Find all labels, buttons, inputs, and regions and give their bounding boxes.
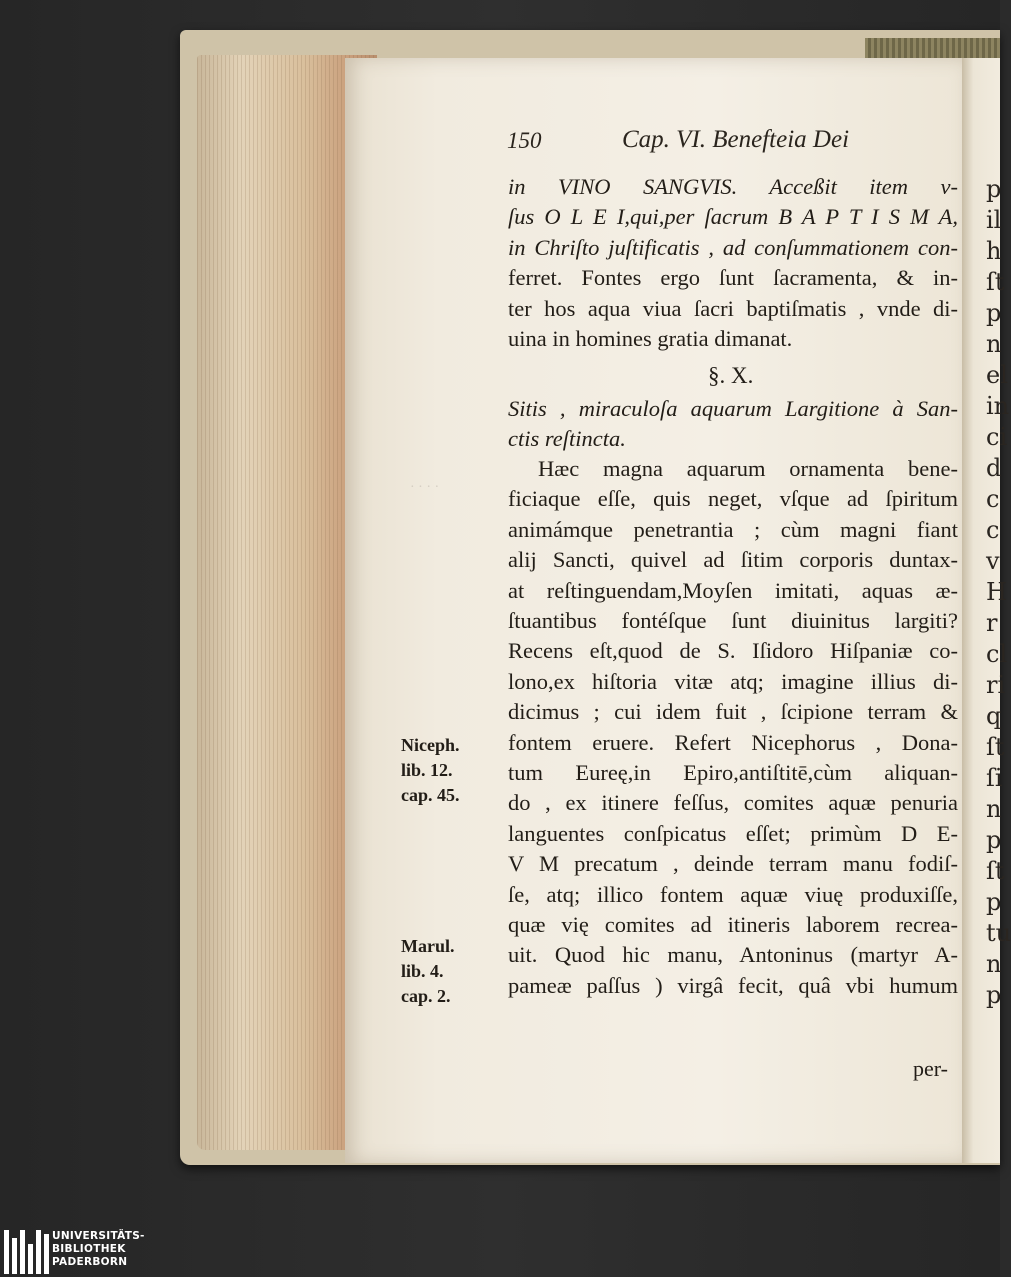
adjacent-page-char: p [986, 299, 1002, 327]
text-line: ferret. Fontes ergo ſunt ſacramenta, & in- [508, 265, 958, 291]
section-mark: §. X. [708, 363, 754, 388]
adjacent-page-char: c [986, 516, 1000, 544]
logo-text [52, 1230, 145, 1269]
text-line: in VINO SANGVIS. Acceßit item v- [508, 174, 958, 199]
adjacent-page-char: el [986, 361, 1008, 389]
adjacent-page-char: H [986, 578, 1007, 606]
page-number: 150 [507, 128, 542, 153]
adjacent-page-char: il [986, 206, 1002, 234]
text-line: languentes conſpicatus eſſet; primùm D E- [508, 820, 958, 846]
text-line: tum Eureę,in Epiro,antiſtitē,cùm aliquan- [508, 760, 958, 785]
text-line: Hæc magna aquarum ornamenta bene- [538, 456, 958, 481]
text-line: ter hos aqua viua ſacri baptiſmatis , vnde di- [508, 295, 958, 321]
text-line: lono,ex hiſtoria vitæ atq; imagine illius di- [508, 668, 958, 694]
adjacent-page-char: v [986, 547, 1000, 575]
adjacent-page-char: ri [986, 671, 1006, 699]
margin-note-line: Marul. [401, 936, 455, 956]
adjacent-page-char: c [986, 485, 1000, 513]
text-line: ctis reſtincta. [508, 426, 626, 452]
adjacent-page-char: n [986, 795, 1002, 823]
text-line: quæ vię comites ad itineris laborem recrea- [508, 912, 958, 937]
margin-note-line: lib. 12. [401, 760, 453, 780]
margin-note-line: cap. 2. [401, 986, 451, 1006]
text-line: uina in homines gratia dimanat. [508, 326, 793, 351]
adjacent-page-char: ſt [986, 268, 1005, 296]
adjacent-page-char: p [986, 826, 1002, 854]
adjacent-page-char: r [986, 609, 998, 637]
margin-note-line: Niceph. [401, 735, 460, 755]
margin-note-nicephorus [401, 733, 460, 808]
adjacent-page-char: h [986, 237, 1002, 265]
text-line: Sitis , miraculoſa aquarum Largitione à San- [508, 396, 958, 421]
text-line: pameæ paſſus ) virgâ fecit, quâ vbi humum [508, 972, 958, 998]
margin-note-line: cap. 45. [401, 785, 460, 805]
text-line: alij Sancti, quivel ad ſitim corporis duntax- [508, 547, 958, 573]
margin-note-line: lib. 4. [401, 961, 444, 981]
text-line: ſtuantibus fontéſque ſunt diuinitus largiti? [508, 608, 958, 633]
show-through-text: · · · · [410, 480, 440, 495]
adjacent-page-char: ſi [986, 764, 1003, 792]
adjacent-page-char: ſt [986, 733, 1005, 761]
adjacent-page-char: tu [986, 919, 1011, 947]
adjacent-page-char: cl [986, 640, 1008, 668]
text-line: ſe, atq; illico fontem aquæ viuę produxiſſe, [508, 881, 958, 907]
text-line: dicimus ; cui idem fuit , ſcipione terram & [508, 699, 958, 725]
text-line: ficiaque eſſe, quis neget, vſque ad ſpiritum [508, 486, 958, 512]
logo-text-line: BIBLIOTHEK [52, 1243, 126, 1255]
adjacent-page-char: n [986, 950, 1002, 978]
logo-text-line: UNIVERSITÄTS- [52, 1230, 145, 1242]
text-line: fontem eruere. Refert Nicephorus , Dona- [508, 729, 958, 755]
adjacent-page-char: ci [986, 423, 1008, 451]
running-head: Cap. VI. Benefteia Dei [622, 126, 850, 153]
adjacent-page-char: q [986, 702, 1002, 730]
text-line: at reſtinguendam,Moyſen imitati, aquas æ- [508, 577, 958, 603]
adjacent-page-char: in [986, 392, 1010, 420]
text-line: V M precatum , deinde terram manu fodiſ- [508, 851, 958, 877]
adjacent-page-char: n [986, 330, 1002, 358]
text-line: do , ex itinere feſſus, comites aquæ penuria [508, 790, 958, 816]
text-line: Recens eſt,quod de S. Iſidoro Hiſpaniæ co- [508, 638, 958, 664]
text-line: in Chriſto juſtificatis , ad conſummationem con- [508, 234, 958, 260]
adjacent-page-char: p [986, 888, 1002, 916]
adjacent-page-char: p [986, 981, 1002, 1009]
logo-text-line: PADERBORN [52, 1256, 128, 1268]
adjacent-page-char: p [986, 175, 1002, 203]
text-line: uit. Quod hic manu, Antoninus (martyr A- [508, 942, 958, 968]
adjacent-page-char: d [986, 454, 1002, 482]
adjacent-page-char: ſt [986, 857, 1005, 885]
margin-note-marulus [401, 934, 455, 1009]
text-line: ſus O L E I,qui,per ſacrum B A P T I S M A, [508, 204, 958, 230]
cover-cloth-strip [865, 38, 1000, 60]
catch-word: per- [913, 1056, 948, 1081]
library-logo [0, 1228, 160, 1277]
text-line: animámque penetrantia ; cùm magni fiant [508, 516, 958, 542]
